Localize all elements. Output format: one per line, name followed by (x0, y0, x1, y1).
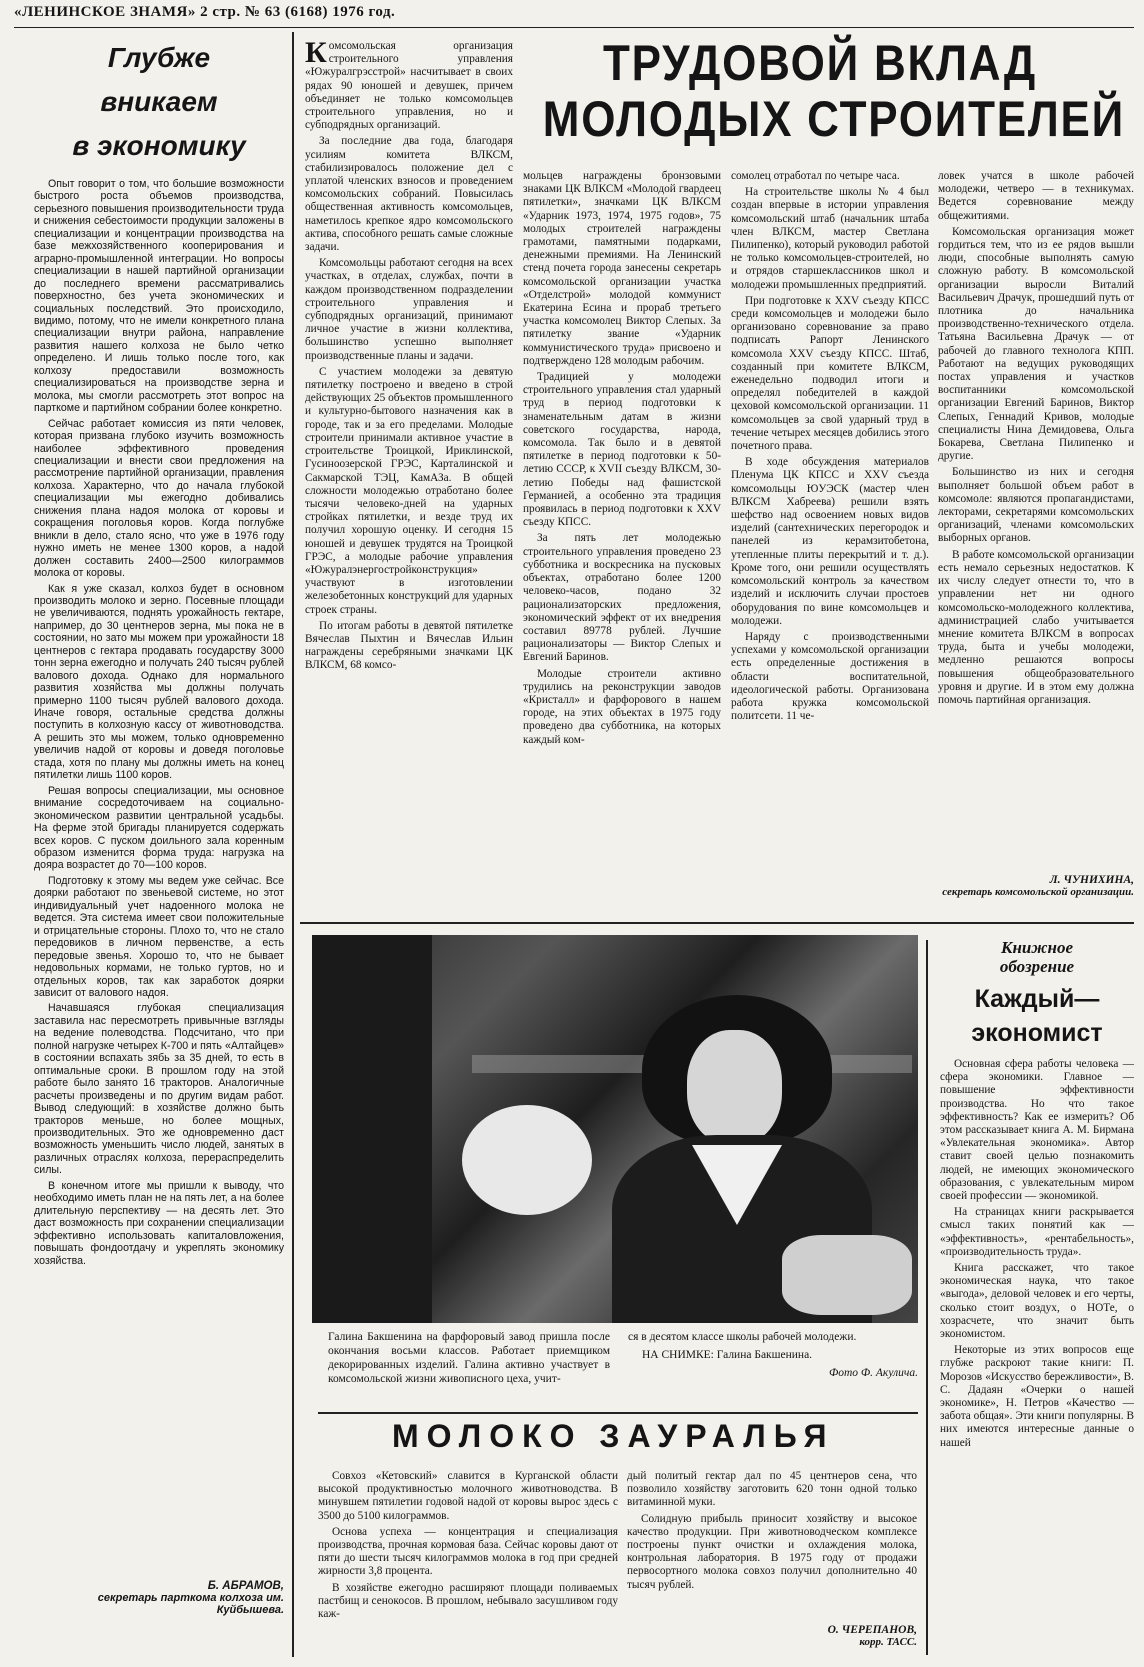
paragraph (305, 40, 513, 132)
paragraph: При подготовке к XXV съезду КПСС среди комсомольцев и молодежи было организовано соревнование за право подписать Рапорт Ленинского комсомола XXV съезду КПСС. Штаб, созданный при комитете ВЛКСМ, еженедельно подводил итоги и определял победителей в каждой цеховой комсомольской организации. 11 комсомольцев за свой ударный труд в течение четырех месяцев добились этого почетного права. (731, 294, 929, 453)
paragraph: В хозяйстве ежегодно расширяют площади поливаемых пастбищ и сенокосов. В прошлом, небывало засушливом году каж- (318, 1581, 618, 1621)
section-rule (300, 922, 1134, 924)
review-label-line: Книжное (1000, 938, 1074, 957)
paragraph: сомолец отработал по четыре часа. (731, 170, 900, 182)
paragraph: Как я уже сказал, колхоз будет в основном производить молоко и зерно. Посевные площади не увеличиваются, поднять урожайность гектаре, например, до 30 центнеров зерна, мы пока не в состоянии, но зато мы можем при урожайности 18 центнеров с гектара продавать государству 3000 тонн зерна ежегодно и получать 240 тысяч рублей валового дохода. Однако для нормального развития хозяйства мы должны получать примерно 1100 тысяч рублей валового дохода. Иначе говоря, остальные средства должны поступить в колхозную кассу от животноводства. А решить это мы можем, только одновременно увеличив надой от коровы и доведя поголовье стада, хотя по плану мы должны иметь на конец пятилетки лишь 1100 коров. (34, 582, 284, 782)
paragraph: Основная сфера работы человека — сфера экономики. Главное — повышение эффективности производства. Но что такое эффективность? Как ее измерить? Об этом рассказывает книга А. М. Бирмана «Увлекательная экономика». Автор ставит своей целью познакомить людей, не имеющих экономического образования, с увлекательным миром своей профессии — экономикой. (940, 1058, 1134, 1203)
review-label-line: обозрение (999, 957, 1075, 976)
paragraph: Некоторые из этих вопросов еще глубже раскроют такие книги: П. Морозов «Искусство бережливости», В. С. Дадаян «Очерки о нашей экономике», Н. Петров «Качество — забота общая». Эти книги популярны. В них имеются интересные данные о нашей (940, 1344, 1134, 1449)
caption-continuation: ся в десятом классе школы рабочей молодежи. (628, 1331, 857, 1343)
paragraph: Подготовку к этому мы ведем уже сейчас. Все доярки работают по звеньевой системе, но этот индивидуальный учет надоенного молока не ведется. Эта система имеет свои положительные и отрицательные стороны. Плохо то, что не стало передовиков в личном первенстве, а есть передовые звенья. Хорошо то, что не бывает недовольных кормами, не только гуртов, но и отдельных коров, так как заработок доярки зависит от валового надоя. (34, 874, 284, 999)
photo-person-face (687, 1030, 782, 1145)
paragraph: Солидную прибыль приносит хозяйству и высокое качество продукции. При животноводческом комплексе построены пункт очистки и охлаждения молока, контрольная лаборатория. В 1975 году от продажи первосортного молока совхоз получил дополнительно 40 тысяч рублей. (627, 1512, 917, 1591)
left-article-title (34, 36, 284, 168)
main-article-col-2 (523, 170, 721, 900)
paragraph: Сейчас работает комиссия из пяти человек, которая призвана глубоко изучить возможность наиболее эффективного проведения специализации и внести свои предложения на рассмотрение партийной организации, правления колхоза. Характерно, что до начала глубокой специализации мы ежегодно добивались снижения плана надоя молока от коровы и сокращения поголовья коров. Когда поглубже вникли в дело, стало ясно, что уже в 1976 году нужно иметь не менее 1300 коров, а надой должен составить 2400—2500 килограммов молока от коровы. (34, 417, 284, 580)
title-line: в экономику (72, 130, 246, 161)
left-signature-role: секретарь парткома колхоза им. Куйбышева. (97, 1592, 284, 1616)
review-label (940, 938, 1134, 976)
paragraph: Решая вопросы специализации, мы основное внимание сосредоточиваем на социально-экономическом развитии центральной усадьбы. На ферме этой бригады планируется содержать всех коров. С пуском доильного зала коренным образом изменится форма труда: нагрузка на дояра возрастет до 70—100 коров. (34, 784, 284, 872)
paragraph: Комсомольцы работают сегодня на всех участках, в отделах, службах, почти в каждом производственном подразделении строительного управления и субподрядных организаций, принимают личное участие в жизни коллектива, большинство успешно выполняет производственные планы и задачи. (305, 257, 513, 362)
paragraph: Традицией у молодежи строительного управления стал ударный труд в период подготовки к знаменательным датам в жизни советского государства, народа, комсомола. Так было и в девятой пятилетке в период подготовки к 50-летию СССР, к XVII съезду ВЛКСМ, 30-летию Победы над фашистской Германией, а особенно эта традиция проявилась в период подготовки к XXV съезду КПСС. (523, 371, 721, 529)
paragraph: мольцев награждены бронзовыми знаками ЦК ВЛКСМ «Молодой гвардеец пятилетки», значками ЦК ВЛКСМ «Ударник 1973, 1974, 1975 годов», 75 молодых строителей награждены грамотами, памятными подарками, денежными премиями. На Ленинский стенд почета города занесены секретарь комсомольской организации участка «Отделстрой» молодой коммунист Екатерина Есина и прораб третьего участка комсомолец Виктор Слепых. За пятилетку звание «Ударник коммунистического труда» присвоено и подтверждено 128 молодым рабочим. (523, 170, 721, 367)
main-headline-1: ТРУДОВОЙ ВКЛАД (602, 35, 1038, 91)
left-signature: Б. АБРАМОВ, (207, 1580, 284, 1592)
paragraph: В ходе обсуждения материалов Пленума ЦК КПСС и XXV съезда комсомольцы ЮУЭСК (мастер член ВЛКСМ Хабреева) решили взять шефство над освоением новых видов изделий (сантехнических перегородок и панелей из керамзитобетона, утепленные плиты перекрытий и т. д.). Кроме того, они решили осуществлять комсомольский контроль за качеством изделий и исключить случаи простоев оборудования по вине комсомольцев и молодежи. (731, 456, 929, 627)
photo-caption-left: Галина Бакшенина на фарфоровый завод пришла после окончания восьми классов. Работает приемщиком декорированных изделий. Галина активно участвует в комсомольской жизни живописного цеха, учит- (328, 1331, 610, 1385)
column-rule (292, 32, 294, 1657)
review-body (940, 1058, 1134, 1638)
photo-items (782, 1235, 912, 1315)
main-signature-role: секретарь комсомольской организации. (942, 886, 1134, 898)
masthead-rule (14, 27, 1134, 28)
book-review (940, 938, 1134, 1658)
paragraph: За последние два года, благодаря усилиям комитета ВЛКСМ, стабилизировалось положение дел с уплатой членских взносов и проведением комсомольских собраний. Повысилась общественная активность комсомольцев, наметилось крепкое ядро комсомольского актива, способного решать самые сложные задачи. (305, 135, 513, 254)
milk-article-col-1 (318, 1470, 618, 1656)
paragraph: Опыт говорит о том, что большие возможности быстрого роста объемов производства, серьезного повышения производительности труда и снижения себестоимости продукции заложены в специализации и концентрации производства на базе межхозяйственного кооперирования и аграрно-промышленной интеграции. Но вопросы специализации в нашей партийной организации до последнего времени рассматривались поверхностно, без учета экономических и социальных последствий. Это происходило, видимо, потому, что не имели конкретного плана специализации внутри района, направление развития нашего колхоза не было четко определено. И лишь только после того, как колхозу предоставили возможность специализироваться на производстве зерна и молока, мы смогли рассмотреть этот вопрос на парткоме и партийном собрании более конкретно. (34, 178, 284, 415)
main-signature-block (938, 872, 1134, 898)
main-article-col-1 (305, 40, 513, 900)
review-rule (926, 940, 928, 1655)
caption-label: НА СНИМКЕ: Галина Бакшенина. (642, 1349, 813, 1361)
paragraph: ловек учатся в школе рабочей молодежи, четверо — в техникумах. Ведется соревнование между общежитиями. (938, 170, 1134, 222)
left-article (34, 30, 284, 1660)
paragraph: Молодые строители активно трудились на реконструкции заводов «Кристалл» и фарфорового в нашем городе, на этих объектах в 1975 году проведено два субботника, на которых каждый ком- (523, 667, 721, 746)
photo-background-shape (312, 935, 432, 1323)
left-article-body (34, 178, 284, 1578)
main-headline-2: МОЛОДЫХ СТРОИТЕЛЕЙ (542, 91, 1126, 147)
paragraph: На строительстве школы № 4 был создан впервые в истории управления комсомольский штаб (начальник штаба член ВЛКСМ, мастер Светлана Пилипенко), который руководил работой не только комсомольцев-строителей, но и отрядов старшеклассников школ и молодежи промышленных предприятий. (731, 186, 929, 291)
paragraph: С участием молодежи за девятую пятилетку построено и введено в строй действующих 25 объектов промышленного и культурно-бытового назначения как в городе, так и за его пределами. Молодые строители принимали активное участие в строительстве Троицкой, Ириклинской, Гусиноозерской ГРЭС, Карталинской и Сакмарской ТЭЦ, КамАЗа. В общей сложности молодежью отработано более тысячи человеко-дней на ударных стройках пятилетки, и везде труд их получил хорошую оценку. И сегодня 15 юношей и девушек трудятся на Троицкой ГРЭС, а молодые рабочие управления «Южуралэнергостройконструкция» участвуют в изготовлении железобетонных конструкций для ударных строек страны. (305, 365, 513, 616)
paragraph: Наряду с производственными успехами у комсомольской организации есть определенные достижения в области воспитательной, идеологической работы. Организована работа кружка комсомольской политсети. 11 че- (731, 630, 929, 723)
photo-rule (318, 1412, 918, 1414)
paragraph: Книга расскажет, что такое экономическая наука, что такое «выгода», деловой человек и его черты, сколько стоит воздух, о НОТе, о хозрасчете, что значит быть экономистом. (940, 1262, 1134, 1341)
title-line: Глубже (107, 42, 211, 73)
milk-signature: О. ЧЕРЕПАНОВ, (827, 1624, 917, 1636)
paragraph: В работе комсомольской организации есть немало серьезных недостатков. К их числу следует отнести то, что в управлении нет ни одного комсомольско-молодежного коллектива, администрацией слабо учитывается мнение комитета ВЛКСМ в вопросах труда, быта и учебы молодежи, медленно решаются вопросы повышения общеобразовательного уровня и другие. И в этом ему должна помочь партийная организация. (938, 548, 1134, 706)
review-title-line: Каждый— (974, 985, 1100, 1013)
paragraph: Большинство из них и сегодня выполняет большой объем работ в комсомоле: являются пропагандистами, лекторами, секретарями комсомольских организаций, членами комсомольских выборных органов. (938, 466, 1134, 545)
main-article-col-3 (731, 170, 929, 900)
milk-article-col-2 (627, 1470, 917, 1620)
dropcap: К (305, 40, 327, 69)
masthead: «ЛЕНИНСКОЕ ЗНАМЯ» 2 стр. № 63 (6168) 1976 год. (14, 4, 396, 20)
milk-headline: МОЛОКО ЗАУРАЛЬЯ (392, 1418, 835, 1454)
main-signature: Л. ЧУНИХИНА, (1049, 874, 1134, 886)
paragraph: Основа успеха — концентрация и специализация производства, прочная кормовая база. Сейчас коровы дают от пяти до шести тысяч килограммов молока в год при средней жирности 3,8 процента. (318, 1525, 618, 1578)
paragraph: На страницах книги раскрывается смысл таких понятий как — «эффективность», «рентабельность», «производительность труда». (940, 1206, 1134, 1258)
milk-signature-block (627, 1622, 917, 1648)
paragraph: По итогам работы в девятой пятилетке Вячеслав Пыхтин и Вячеслав Ильин награждены серебряными значками ЦК ВЛКСМ, 68 комсо- (305, 619, 513, 672)
paragraph: Комсомольская организация может гордиться тем, что из ее рядов вышли люди, способные выполнять самую сложную работу. В комсомольской организации выросли Виталий Васильевич Драчук, прошедший путь от плотника до начальника производственно-технического отдела. Татьяна Васильевна Драчук — от рабочей до главного технолога КПП. Работают на ведущих руководящих постах управления и участков воспитанники комсомольской организации Евгений Баринов, Виктор Слепых, Геннадий Кривов, молодые специалисты Нина Демидовева, Ольга Бокарева, Светлана Пилипенко и другие. (938, 225, 1134, 463)
paragraph-text: омсомольская организация строительного управления «Южуралгрэсстрой» насчитывает в своих рядах 90 юношей и девушек, причем объединяет не только комсомольцев строительного управления, но и субподрядных организаций. (305, 40, 513, 132)
review-title-line: экономист (971, 1019, 1103, 1047)
paragraph: дый политый гектар дал по 45 центнеров сена, что позволило хозяйству заготовить 620 тонн одной только витаминной муки. (627, 1470, 917, 1509)
photo-credit: Фото Ф. Акулича. (828, 1367, 918, 1379)
photo-caption-right (628, 1330, 918, 1400)
main-article-col-4 (938, 170, 1134, 870)
review-title (940, 982, 1134, 1050)
paragraph: За пять лет молодежью строительного управления проведено 23 субботника и воскресника на пусковых объектах, отработано более 1200 человеко-часов, подано 32 рационализаторских предложения, экономический эффект от их внедрения составил 89778 рублей. Лучшие рационализаторы — Виктор Слепых и Евгений Баринов. (523, 532, 721, 664)
photo-plate (462, 1105, 592, 1215)
paragraph: Начавшаяся глубокая специализация заставила нас пересмотреть привычные взгляды на ведение полеводства. Подсчитано, что при полной нагрузке четырех К-700 и пять «Алтайцев» в состоянии вспахать зябь за 35 дней, то есть в оптимальные сроки. В прошлом году на этой работе было занято 16 тракторов. Аналогичные расчеты произведены и по другим видам работ. Вывод следующий: в хозяйстве должно быть тракторов меньше, но более мощных, производительных. Это же одновременно даст возможность уменьшить число людей, занятых в различных отраслях колхоза, перераспределить силы. (34, 1002, 284, 1177)
photo (312, 935, 918, 1323)
title-line: вникаем (100, 86, 218, 117)
paragraph: В конечном итоге мы пришли к выводу, что необходимо иметь план не на пять лет, а на более длительную перспективу — на десять лет. Это даст возможность при сохранении специализации эффективно использовать капиталовложения, повышать фондоотдачу и укреплять экономику хозяйства. (34, 1179, 284, 1267)
paragraph: Совхоз «Кетовский» славится в Курганской области высокой продуктивностью молочного животноводства. В минувшем пятилетии годовой надой от коровы вырос здесь с 3500 до 5100 килограммов. (318, 1470, 618, 1522)
milk-signature-role: корр. ТАСС. (859, 1636, 917, 1648)
